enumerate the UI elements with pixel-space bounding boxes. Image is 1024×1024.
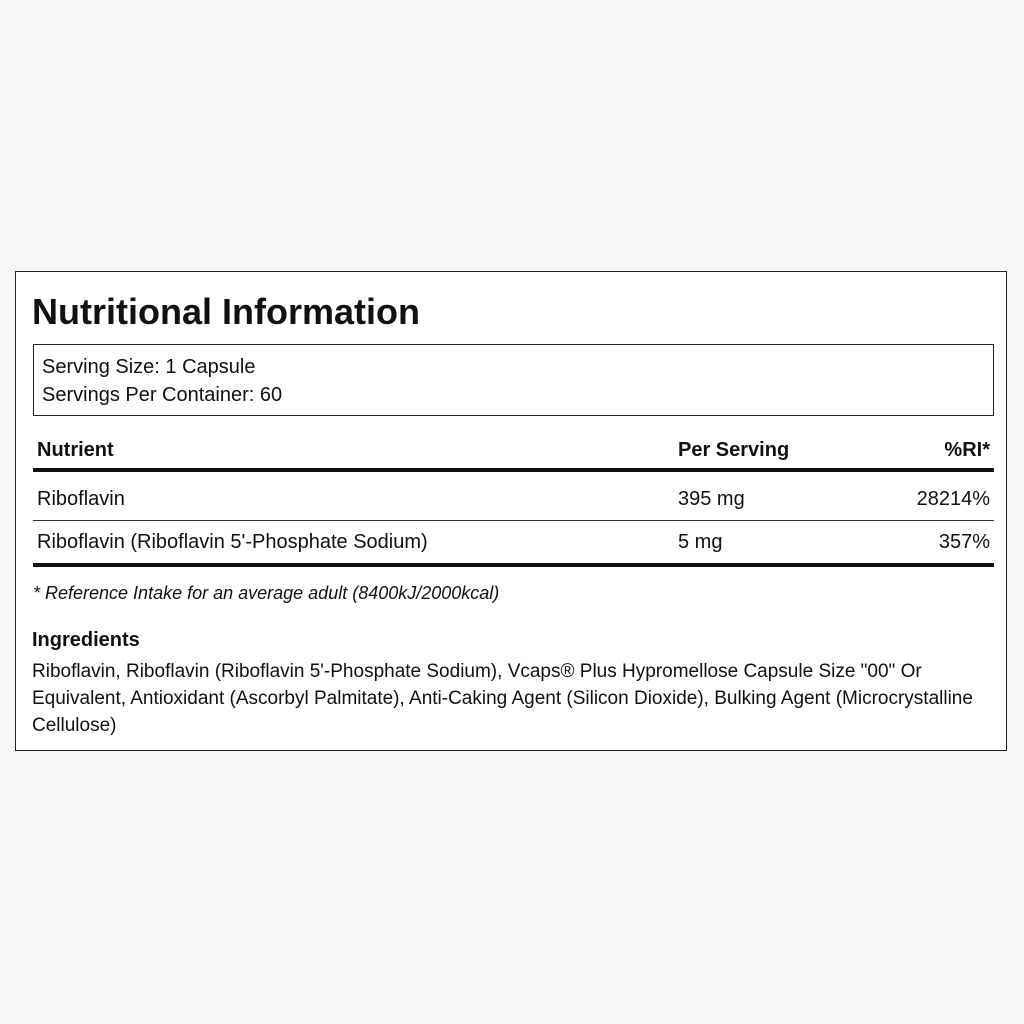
header-nutrient: Nutrient [37,439,114,461]
header-per-serving: Per Serving [678,439,790,461]
panel-title: Nutritional Information [32,291,420,332]
row-nutrient: Riboflavin [37,488,125,510]
table-row [33,521,994,567]
row-ri: 28214% [916,488,990,510]
nutrient-table [33,432,994,567]
table-header-row [33,432,994,472]
nutrition-panel [15,271,1007,751]
serving-size: Serving Size: 1 Capsule [42,356,256,378]
row-nutrient: Riboflavin (Riboflavin 5'-Phosphate Sodium) [37,531,428,553]
row-per-serving: 395 mg [678,488,745,510]
servings-per-container: Servings Per Container: 60 [42,384,283,406]
header-ri: %RI* [944,439,990,461]
row-ri: 357% [938,531,990,553]
reference-intake-footnote: * Reference Intake for an average adult (8400kJ/2000kcal) [33,583,500,603]
serving-info-box [33,344,994,416]
ingredients-heading: Ingredients [32,629,140,651]
row-per-serving: 5 mg [678,531,723,553]
table-row [33,478,994,521]
ingredients-text: Riboflavin, Riboflavin (Riboflavin 5'-Phosphate Sodium), Vcaps® Plus Hypromellose Capsule Size "00" Or Equivalent, Antioxidant (Ascorbyl Palmitate), Anti-Caking Agent (Silicon Dioxide), Bulking Agent (Microcrystalline Cellulose) [32,661,973,736]
